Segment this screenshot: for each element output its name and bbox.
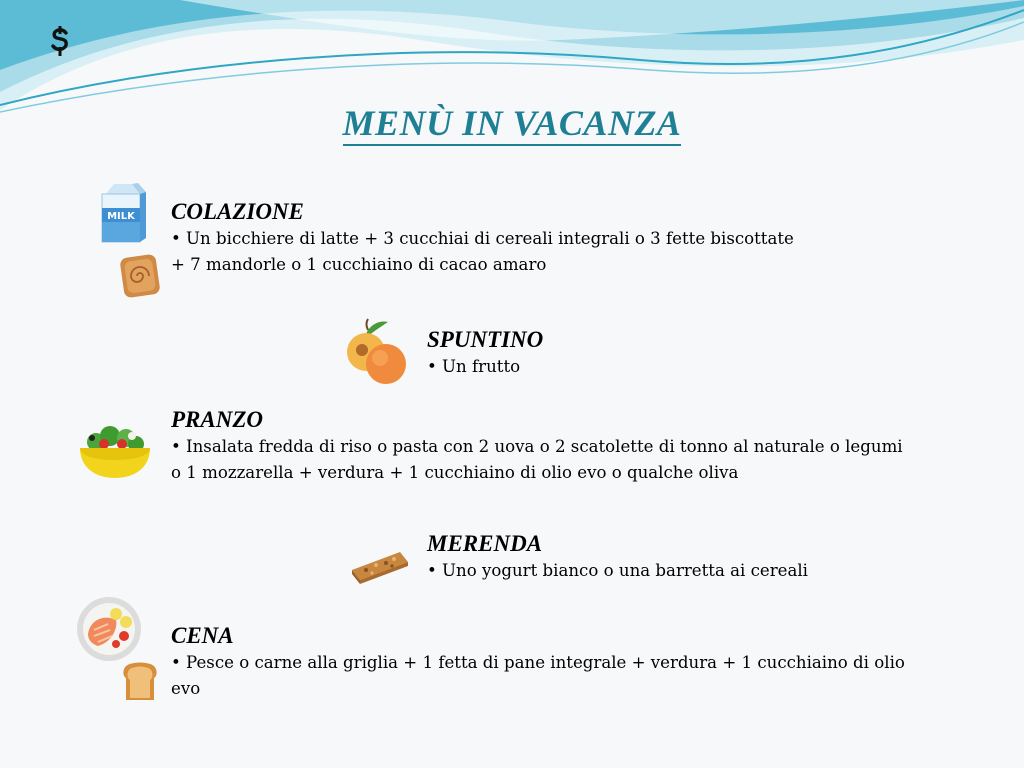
peach-icon	[344, 316, 410, 386]
meal-title: PRANZO	[171, 407, 263, 432]
bread-slice-icon	[120, 660, 160, 702]
meal-line: + 7 mandorle o 1 cucchiaino di cacao amaro	[171, 255, 547, 274]
meal-title: SPUNTINO	[427, 327, 544, 352]
meal-line: • Un frutto	[427, 357, 521, 376]
meal-cena	[171, 622, 905, 702]
meal-colazione	[171, 198, 794, 278]
meal-line: o 1 mozzarella + verdura + 1 cucchiaino di olio evo o qualche oliva	[171, 463, 739, 482]
meal-line: evo	[171, 679, 201, 698]
meal-line: • Insalata fredda di riso o pasta con 2 uova o 2 scatolette di tonno al naturale o legumi	[171, 437, 903, 456]
cereal-bar-icon	[348, 546, 412, 586]
meal-pranzo	[171, 406, 903, 486]
meal-line: • Pesce o carne alla griglia + 1 fetta di pane integrale + verdura + 1 cucchiaino di olio	[171, 653, 905, 672]
milk-label: MILK	[107, 211, 135, 222]
page-title: MENÙ IN VACANZA	[0, 102, 1024, 144]
fish-plate-icon	[74, 594, 144, 664]
milk-carton-icon	[98, 182, 148, 244]
logo-icon	[44, 24, 76, 58]
meal-spuntino	[427, 326, 543, 380]
meal-line: • Un bicchiere di latte + 3 cucchiai di cereali integrali o 3 fette biscottate	[171, 229, 794, 248]
meal-title: MERENDA	[427, 531, 543, 556]
meal-title: COLAZIONE	[171, 199, 304, 224]
salad-bowl-icon	[76, 420, 154, 480]
biscuit-icon	[118, 252, 162, 300]
meal-title: CENA	[171, 623, 234, 648]
meal-merenda	[427, 530, 808, 584]
meal-line: • Uno yogurt bianco o una barretta ai cereali	[427, 561, 808, 580]
